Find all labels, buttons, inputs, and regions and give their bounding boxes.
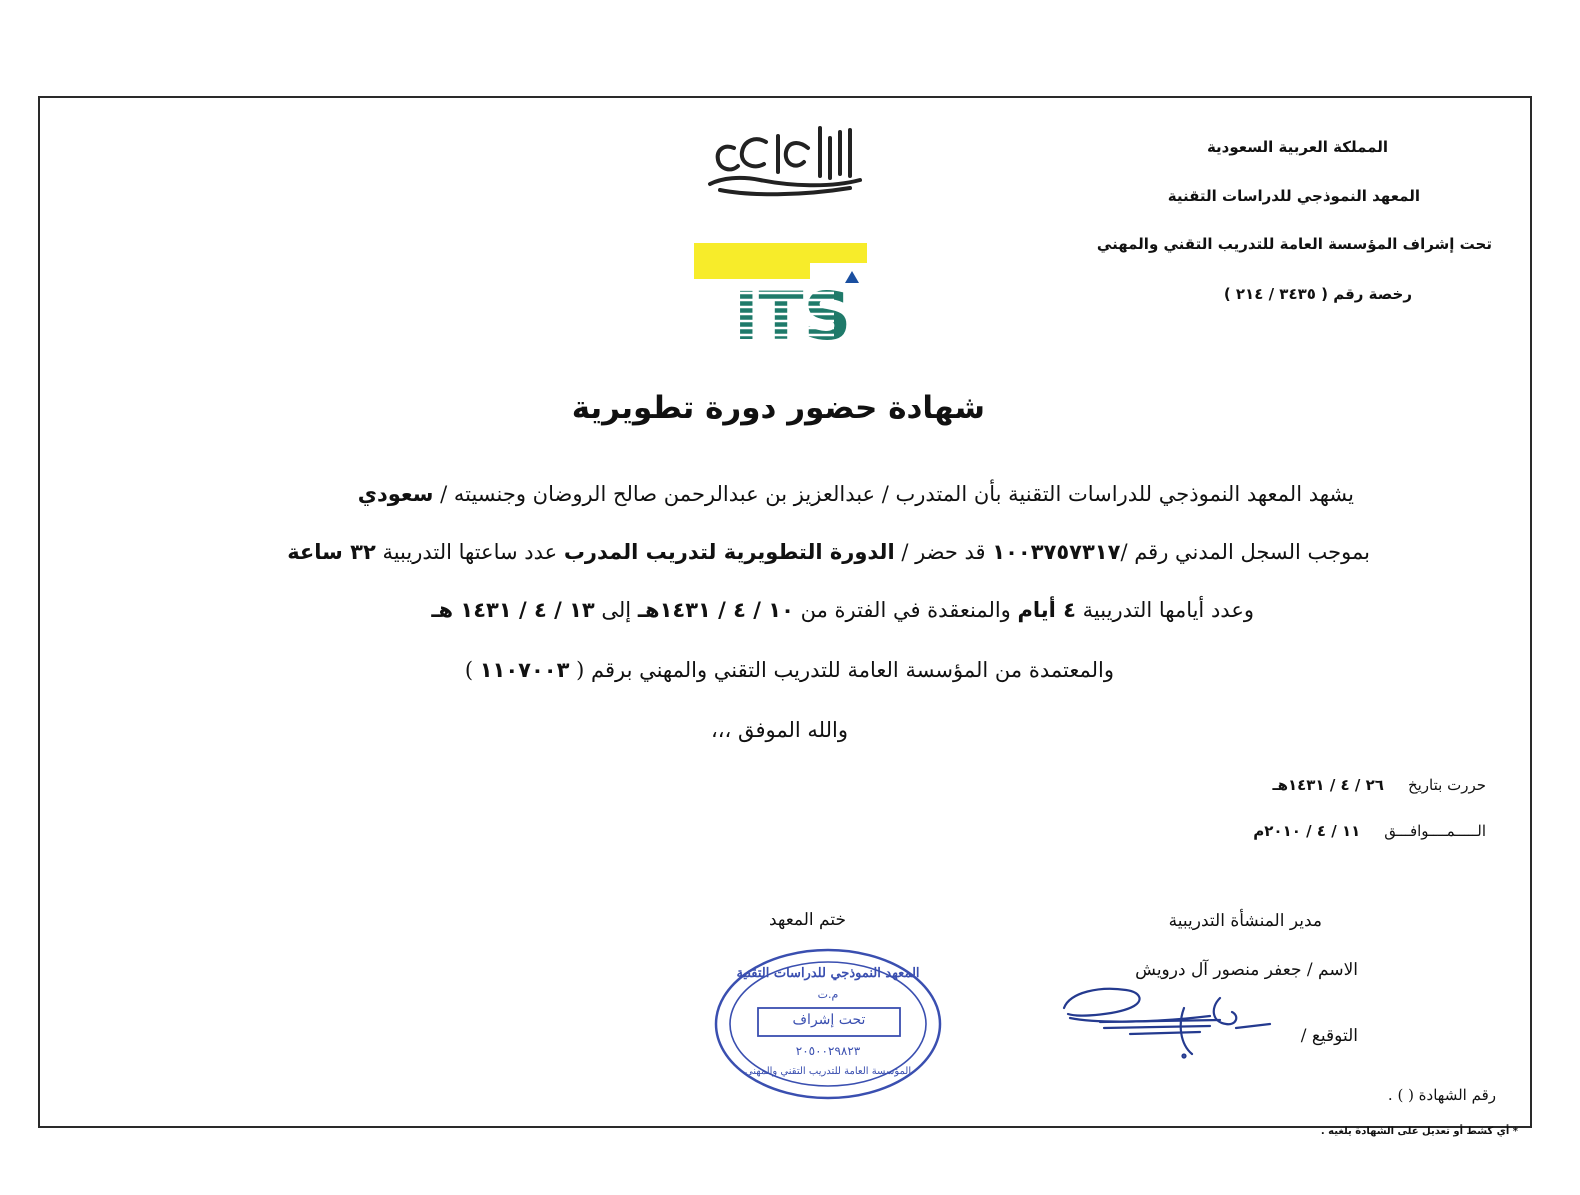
civil-id-number: ١٠٠٣٧٥٧٣١٧ (992, 540, 1121, 564)
its-logo (694, 243, 874, 343)
stamp-top-text: المعهد النموذجي للدراسات التقنية (736, 966, 920, 981)
supervision-label: تحت إشراف المؤسسة العامة للتدريب التقني والمهني (1096, 235, 1492, 253)
closing-phrase: والله الموفق ،،، (710, 718, 848, 742)
stamp-label: ختم المعهد (768, 910, 846, 930)
kingdom-label: المملكة العربية السعودية (1206, 138, 1388, 156)
issue-date-row (1272, 776, 1486, 794)
issue-date-value: ٢٦ / ٤ / ١٤٣١هـ (1272, 776, 1384, 794)
license-number: رخصة رقم ( ٣٤٣٥ / ٢١٤ ) (1223, 285, 1412, 303)
nationality: سعودي (357, 482, 434, 506)
to-label: إلى (594, 598, 638, 622)
signature-label: التوقيع / (1300, 1026, 1358, 1046)
manager-signature (1060, 978, 1280, 1062)
course-name: الدورة التطويرية لتدريب المدرب (563, 540, 895, 564)
stamp-number: ٢٠٥٠٠٢٩٨٢٣ (795, 1044, 861, 1058)
its-logo-text: ITS (734, 278, 852, 343)
equivalent-date-row (1253, 822, 1486, 840)
period-from: ١٠ / ٤ / ١٤٣١هـ (637, 598, 794, 622)
basmala-calligraphy (700, 118, 870, 200)
institute-stamp (712, 944, 944, 1104)
body-line-2 (287, 540, 1370, 564)
attended-label: قد حضر / (894, 540, 993, 564)
accreditation-label: والمعتمدة من المؤسسة العامة للتدريب التقني والمهني برقم ( (569, 658, 1114, 682)
footnote: * أي كشط أو تعديل على الشهادة يلغيه . (1320, 1126, 1518, 1137)
civil-id-label: بموجب السجل المدني رقم / (1120, 540, 1370, 564)
signature-icon (1060, 978, 1280, 1062)
certificate-number-label: رقم الشهادة ( ) . (1387, 1086, 1496, 1104)
period-to: ١٣ / ٤ / ١٤٣١ هـ (431, 598, 595, 622)
equivalent-date-value: ١١ / ٤ / ٢٠١٠م (1253, 822, 1361, 840)
days-label: وعدد أيامها التدريبية (1076, 598, 1254, 622)
body-line-4 (465, 658, 1114, 682)
institute-name: المعهد النموذجي للدراسات التقنية (1167, 187, 1420, 205)
accreditation-number: ١١٠٧٠٠٣ (479, 658, 570, 682)
stamp-code: م.ت (817, 988, 839, 1001)
hours-label: عدد ساعتها التدريبية (375, 540, 564, 564)
basmala-icon (700, 118, 870, 200)
body-line-3 (431, 598, 1254, 622)
its-logo-icon (694, 243, 874, 343)
stamp-bottom-text: المؤسسة العامة للتدريب التقني والمهني (744, 1066, 912, 1077)
stamp-inner-text: تحت إشراف (792, 1012, 866, 1028)
body-line-1 (358, 482, 1354, 506)
issue-date-label: حررت بتاريخ (1407, 776, 1486, 794)
period-label: والمنعقدة في الفترة من (793, 598, 1018, 622)
course-days: ٤ أيام (1017, 598, 1076, 622)
course-hours: ٣٢ ساعة (287, 540, 376, 564)
certificate-title: شهادة حضور دورة تطويرية (571, 390, 985, 426)
manager-name: الاسم / جعفر منصور آل درويش (1135, 960, 1358, 980)
trainee-statement: يشهد المعهد النموذجي للدراسات التقنية بأن المتدرب / عبدالعزيز بن عبدالرحمن صالح الروضان وجنسيته / (433, 482, 1354, 506)
manager-title: مدير المنشأة التدريبية (1168, 911, 1322, 931)
accreditation-close: ) (464, 658, 480, 682)
equivalent-date-label: الـــــمــــوافـــق (1384, 822, 1486, 840)
